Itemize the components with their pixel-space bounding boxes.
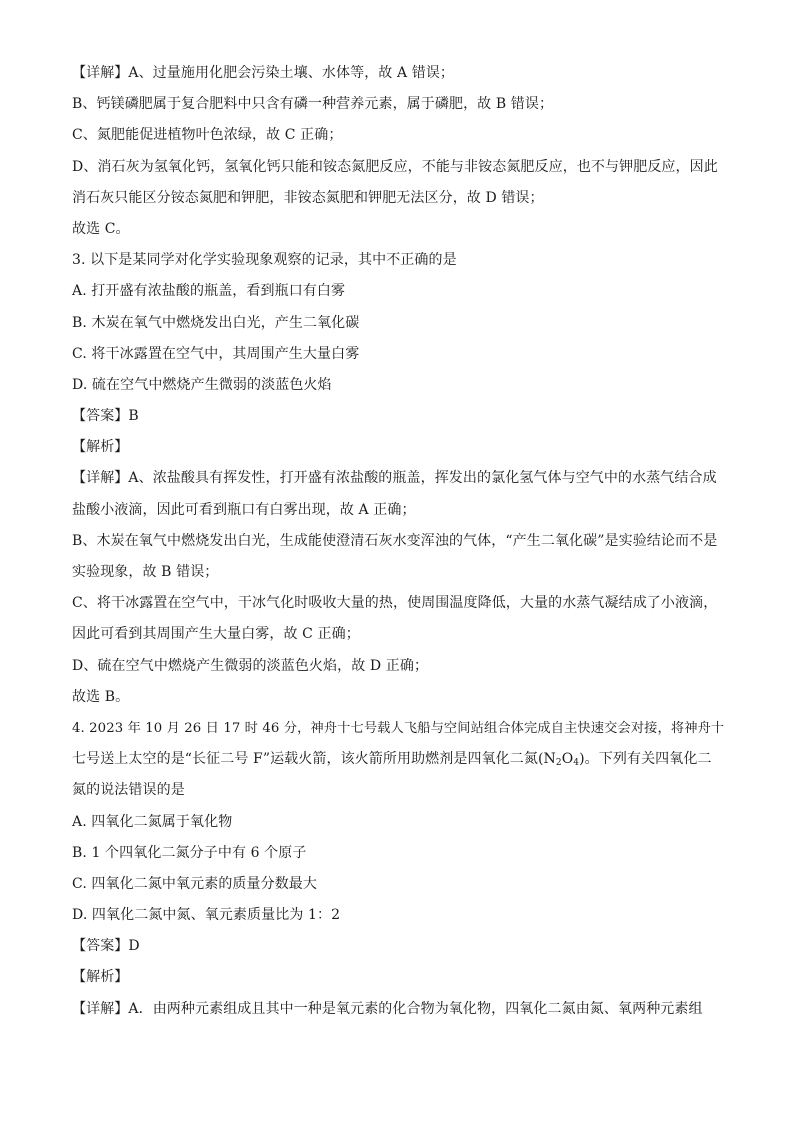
q2-explain-c: C、氮肥能促进植物叶色浓绿，故 C 正确； (72, 127, 343, 144)
q3-explain-b-line2: 实验现象，故 B 错误； (72, 564, 219, 580)
q2-explain-b: B、钙镁磷肥属于复合肥料中只含有磷一种营养元素，属于磷肥，故 B 错误； (72, 96, 554, 113)
q4-stem-line2 (72, 744, 732, 775)
q3-explain-d: D、硫在空气中燃烧产生微弱的淡蓝色火焰，故 D 正确； (72, 657, 429, 674)
q3-analysis-label: 【解析】 (72, 439, 129, 456)
q4-stem-line1: 4. 2023 年 10 月 26 日 17 时 46 分，神舟十七号载人飞船与空间站组合体完成自主快速交会对接，将神舟十 (72, 720, 725, 736)
q3-option-d: D. 硫在空气中燃烧产生微弱的淡蓝色火焰 (72, 376, 332, 393)
q3-explain-c-line1: C、将干冰露置在空气中，干冰气化时吸收大量的热，使周围温度降低，大量的水蒸气凝结成了小液滴， (72, 595, 718, 612)
q4-answer: 【答案】D (72, 938, 140, 955)
q4-stem-line2-part3: )。下列有关四氧化二 (579, 751, 712, 768)
q3-explain-b-line1: B、木炭在氧气中燃烧发出白光，生成能使澄清石灰水变浑浊的气体，“产生二氧化碳”是实验结论而不是 (72, 532, 718, 549)
q2-explain-d-line2: 消石灰只能区分铵态氮肥和钾肥，非铵态氮肥和钾肥无法区分，故 D 错误； (72, 189, 544, 206)
q3-option-a: A. 打开盛有浓盐酸的瓶盖，看到瓶口有白雾 (72, 283, 346, 300)
q3-answer: 【答案】B (72, 408, 139, 425)
q4-explain-a-line1: 【详解】A．由两种元素组成且其中一种是氧元素的化合物为氧化物，四氧化二氮由氮、氧两种元素组 (72, 1000, 703, 1017)
q4-option-a: A. 四氧化二氮属于氧化物 (72, 813, 233, 830)
q3-explain-a-line1: 【详解】A、浓盐酸具有挥发性，打开盛有浓盐酸的瓶盖，挥发出的氯化氢气体与空气中的水蒸气结合成 (72, 470, 717, 487)
q3-option-c: C. 将干冰露置在空气中，其周围产生大量白雾 (72, 345, 360, 362)
document-page (72, 58, 732, 1025)
q4-option-b: B. 1 个四氧化二氮分子中有 6 个原子 (72, 844, 307, 861)
q2-explain-d-line1: D、消石灰为氢氧化钙，氢氧化钙只能和铵态氮肥反应，不能与非铵态氮肥反应，也不与钾肥反应，因此 (72, 158, 718, 175)
formula-subscript-n: 2 (555, 758, 562, 769)
q2-conclusion: 故选 C。 (72, 220, 130, 237)
q3-option-b: B. 木炭在氧气中燃烧发出白光，产生二氧化碳 (72, 314, 360, 331)
q4-option-d: D. 四氧化二氮中氮、氧元素质量比为 1：2 (72, 907, 341, 924)
q3-explain-c-line2: 因此可看到其周围产生大量白雾，故 C 正确； (72, 626, 360, 643)
q4-analysis-label: 【解析】 (72, 969, 129, 986)
q3-stem: 3. 以下是某同学对化学实验现象观察的记录，其中不正确的是 (72, 252, 457, 269)
q4-option-c: C. 四氧化二氮中氧元素的质量分数最大 (72, 875, 318, 892)
q4-stem-line2-part1: 七号送上太空的是“长征二号 F”运载火箭，该火箭所用助燃剂是四氧化二氮(N (72, 751, 556, 768)
q3-conclusion: 故选 B。 (72, 688, 130, 705)
q2-explain-a: 【详解】A、过量施用化肥会污染土壤、水体等，故 A 错误； (72, 65, 455, 81)
q4-stem-line3: 氮的说法错误的是 (72, 782, 185, 799)
formula-subscript-o: 4 (573, 758, 580, 769)
q3-explain-a-line2: 盐酸小液滴，因此可看到瓶口有白雾出现，故 A 正确； (72, 501, 416, 518)
q4-stem-line2-part2: O (561, 751, 574, 768)
